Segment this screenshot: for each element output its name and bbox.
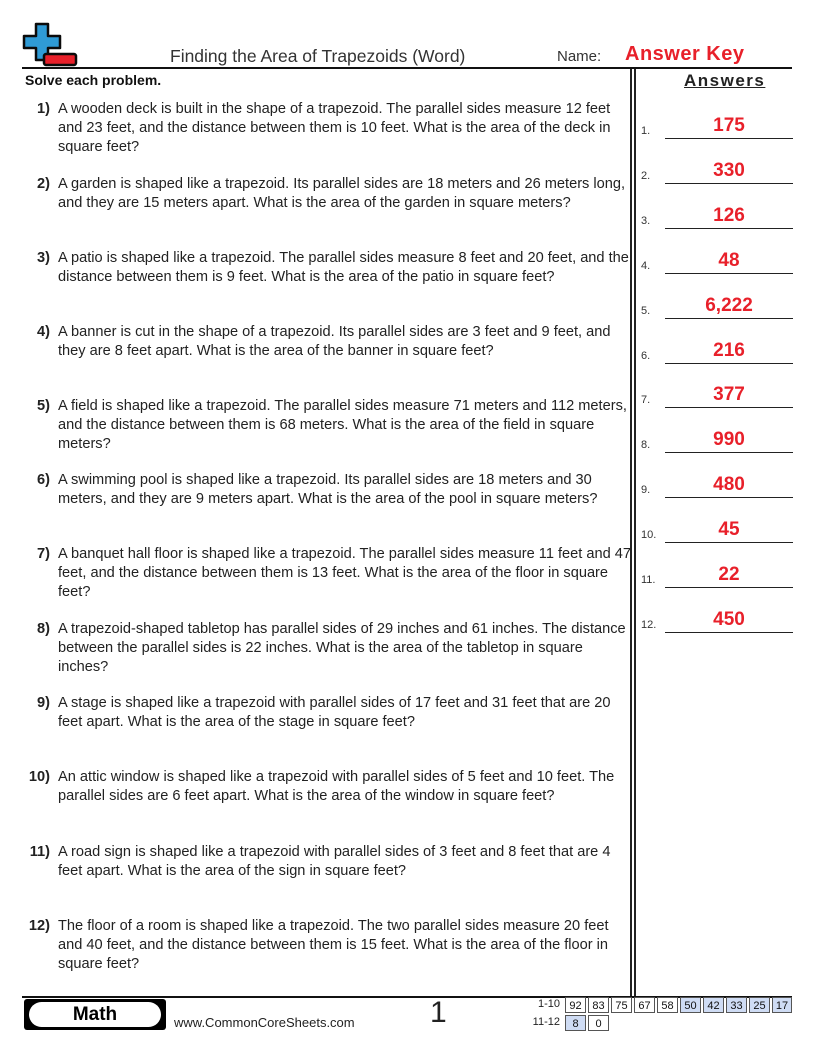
problem-text: An attic window is shaped like a trapezoid with parallel sides of 5 feet and 10 feet. The parallel sides are 6 feet apart. What is the area of the window in square feet? [58,769,615,804]
answer-number: 7. [641,394,651,406]
answer-value: 330 [713,160,745,181]
problem-text: The floor of a room is shaped like a trapezoid. The two parallel sides measure 20 feet and 40 feet, and the distance between them is 15 feet. What is the area of the floor in square feet? [58,918,609,972]
answer-item [641,334,793,364]
answer-item [641,289,793,319]
answer-item [641,378,793,408]
answer-line [665,183,793,184]
answer-number: 8. [641,439,651,451]
answer-item [641,199,793,229]
answer-line [665,318,793,319]
answer-item [641,244,793,274]
answer-value: 175 [713,115,745,136]
score-cell: 42 [703,997,724,1013]
answer-value: 45 [718,519,740,540]
subject-label: Math [29,1002,161,1027]
column-divider [634,69,636,997]
problem-text: A field is shaped like a trapezoid. The parallel sides measure 71 meters and 112 meters, and the distance between them is 68 meters. What is the area of the field in square meters? [58,398,627,452]
answer-number: 2. [641,170,651,182]
problem-number: 9) [37,695,50,711]
score-cell: 58 [657,997,678,1013]
answer-number: 3. [641,215,651,227]
answer-line [665,273,793,274]
answer-value: 48 [718,250,740,271]
answer-number: 6. [641,350,651,362]
answer-line [665,632,793,633]
answer-value: 6,222 [705,295,753,316]
header-divider [22,67,792,69]
problem-number: 2) [37,176,50,192]
problem-text: A stage is shaped like a trapezoid with parallel sides of 17 feet and 31 feet that are 20 feet apart. What is the area of the stage in square feet? [58,695,611,730]
problem-number: 12) [28,918,50,934]
problem-number: 11) [29,844,50,860]
answer-item [641,558,793,588]
score-cell: 25 [749,997,770,1013]
problem-text: A wooden deck is built in the shape of a trapezoid. The parallel sides measure 12 feet and 23 feet, and the distance between them is 10 feet. What is the area of the deck in square feet? [58,101,611,155]
answer-item [641,513,793,543]
answer-value: 22 [718,564,740,585]
score-cell: 0 [588,1015,609,1031]
worksheet-title: Finding the Area of Trapezoids (Word) [170,46,466,66]
problem-number: 3) [37,250,50,266]
score-cell: 83 [588,997,609,1013]
answer-line [665,587,793,588]
answer-line [665,407,793,408]
website-link[interactable]: www.CommonCoreSheets.com [174,1015,355,1030]
answers-heading: Answers [684,71,766,90]
score-cell: 75 [611,997,632,1013]
score-cell: 50 [680,997,701,1013]
score-row-label: 11-12 [532,1016,560,1028]
answer-line [665,452,793,453]
plus-minus-logo-icon [22,22,80,68]
answer-number: 12. [641,619,657,631]
score-cell: 67 [634,997,655,1013]
answer-item [641,109,793,139]
answer-value: 480 [713,474,745,495]
problem-number: 7) [37,546,50,562]
answer-key-label: Answer Key [625,43,745,65]
answer-line [665,228,793,229]
problem-text: A patio is shaped like a trapezoid. The parallel sides measure 8 feet and 20 feet, and the distance between them is 9 feet. What is the area of the patio in square feet? [58,250,629,285]
problem-number: 4) [37,324,50,340]
answer-number: 10. [641,529,657,541]
problem-text: A road sign is shaped like a trapezoid with parallel sides of 3 feet and 8 feet that are 4 feet apart. What is the area of the sign in square feet? [58,844,611,879]
answer-item [641,603,793,633]
answer-value: 450 [713,609,745,630]
problem-number: 8) [37,621,50,637]
answer-value: 126 [713,205,745,226]
answer-value: 216 [713,340,745,361]
answer-line [665,138,793,139]
answer-line [665,497,793,498]
answer-value: 990 [713,429,745,450]
page-number: 1 [430,996,447,1029]
answer-item [641,423,793,453]
name-label: Name: [557,48,602,65]
answer-value: 377 [713,384,745,405]
problem-text: A banquet hall floor is shaped like a trapezoid. The parallel sides measure 11 feet and 47 feet, and the distance between them is 13 feet. What is the area of the floor in square feet? [58,546,632,600]
answer-line [665,363,793,364]
problem-number: 1) [37,101,50,117]
answer-number: 9. [641,484,651,496]
answer-item [641,468,793,498]
answer-number: 11. [641,574,656,586]
problem-number: 6) [37,472,50,488]
problem-text: A banner is cut in the shape of a trapezoid. Its parallel sides are 3 feet and 9 feet, and they are 8 feet apart. What is the area of the banner in square feet? [58,324,611,359]
problem-text: A garden is shaped like a trapezoid. Its parallel sides are 18 meters and 26 meters long, and they are 15 meters apart. What is the area of the garden in square meters? [58,176,626,211]
score-row-label: 1-10 [537,998,560,1010]
score-cell: 17 [772,997,792,1013]
answer-item [641,154,793,184]
problem-text: A trapezoid-shaped tabletop has parallel sides of 29 inches and 61 inches. The distance between the parallel sides is 22 inches. What is the area of the tabletop in square inches? [58,621,626,675]
problem-number: 10) [28,769,50,785]
score-cell: 8 [565,1015,586,1031]
answer-number: 1. [641,125,651,137]
problem-text: A swimming pool is shaped like a trapezoid. Its parallel sides are 18 meters and 30 meters, and they are 9 meters apart. What is the area of the pool in square meters? [58,472,598,507]
answer-number: 4. [641,260,651,272]
score-cell: 33 [726,997,747,1013]
problem-number: 5) [37,398,50,414]
score-cell: 92 [565,997,586,1013]
answer-line [665,542,793,543]
answer-number: 5. [641,305,651,317]
instructions: Solve each problem. [25,72,162,88]
